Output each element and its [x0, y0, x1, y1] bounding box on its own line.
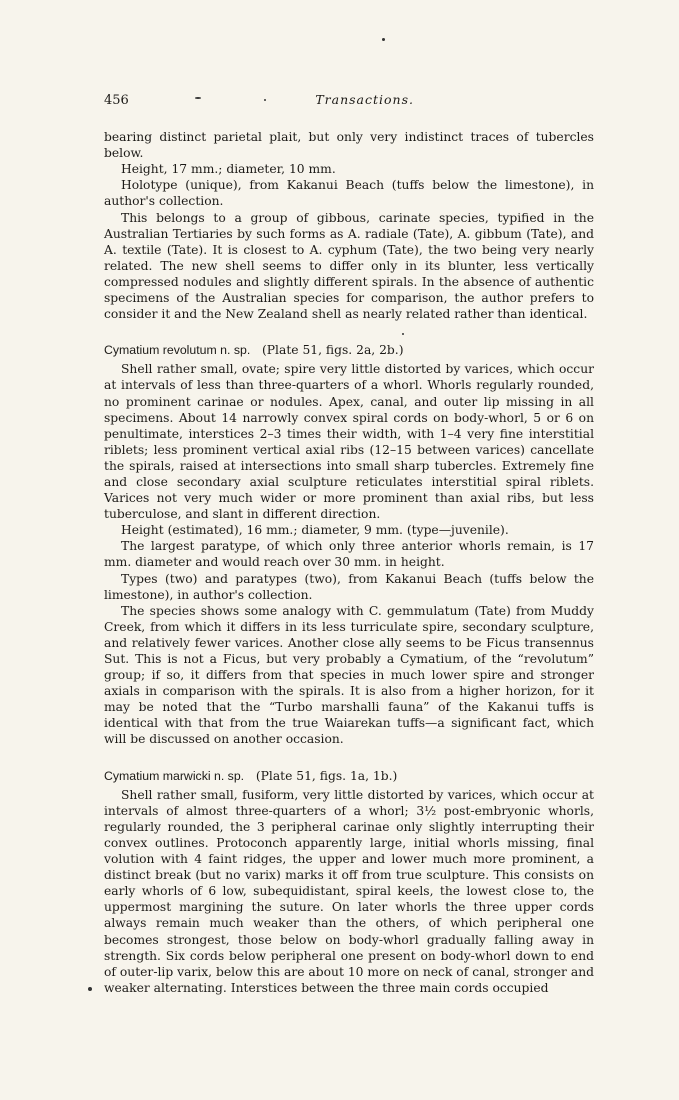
paragraph: Height (estimated), 16 mm.; diameter, 9 mm. (type—juvenile). [121, 523, 509, 538]
plate-reference: (Plate 51, figs. 1a, 1b.) [255, 768, 398, 783]
paragraph: Shell rather small, ovate; spire very little distorted by varices, which occur at intervals of less than three-quarters of a whorl. Whorls regularly rounded, no prominent carinae or nodules. Apex, canal, and outer lip missing in all specimens. About 14 narrowly convex spiral cords on body-whorl, 5 or 6 on penultimate, interstices 2–3 times their width, with 1–4 very fine interstitial riblets; less prominent vertical axial ribs (12–15 between varices) cancellate the spirals, raised at intersections into small sharp tubercles. Extremely fine and close secondary axial sculpture reticulates interstitial spiral riblets. Varices not very much wider or more prominent than axial ribs, but less tuberculose, and slant in different direction. [104, 362, 594, 522]
page [104, 92, 594, 996]
plate-reference: (Plate 51, figs. 2a, 2b.) [261, 343, 404, 358]
paragraph: The largest paratype, of which only three anterior whorls remain, is 17 mm. diameter and would reach over 30 mm. in height. [104, 539, 594, 570]
paragraph: Height, 17 mm.; diameter, 10 mm. [121, 162, 336, 177]
paragraph: Shell rather small, fusiform, very little distorted by varices, which occur at intervals of almost three-quarters of a whorl; 3½ post-embryonic whorls, regularly rounded, the 3 peripheral carinae only slightly interrupting their convex outlines. Protoconch apparently large, initial whorls missing, final volution with 4 faint ridges, the upper and lower much more prominent, a distinct break (but no varix) marks it off from true sculpture. This consists on early whorls of 6 low, subequidistant, spiral keels, the lowest close to, the uppermost margining the suture. On later whorls the three upper cords always remain much weaker than the others, of which peripheral one becomes strongest, those below on body-whorl gradually falling away in strength. Six cords below peripheral one present on body-whorl down to end of outer-lip varix, below this are about 10 more on neck of canal, stronger and weaker alternating. Interstices between the three main cords occupied [104, 787, 594, 995]
paragraph: Types (two) and paratypes (two), from Kakanui Beach (tuffs below the limestone), in author's collection. [104, 571, 594, 602]
species-name: Cymatium revolutum n. sp. [104, 343, 251, 358]
page-header [104, 92, 594, 109]
paragraph: The species shows some analogy with C. gemmulatum (Tate) from Muddy Creek, from which it differs in its less turriculate spire, secondary sculpture, and relatively fewer varices. Another close ally seems to be Ficus transennus Sut. This is not a Ficus, but very probably a Cymatium, of the “revolutum” group; if so, it differs from that species in much lower spire and stronger axials in comparison with the spirals. It is also from a higher horizon, for it may be noted that the “Turbo marshalli fauna” of the Kakanui tuffs is identical with that from the true Waiarekan tuffs—a significant fact, which will be discussed on another occasion. [104, 603, 594, 747]
page-number: 456 [104, 93, 129, 108]
species-heading [104, 342, 594, 358]
paragraph: bearing distinct parietal plait, but only very indistinct traces of tubercles below. [104, 130, 594, 161]
species-heading [104, 768, 594, 784]
running-title: Transactions. [315, 92, 414, 107]
paragraph: This belongs to a group of gibbous, carinate species, typified in the Australian Tertiaries by such forms as A. radiale (Tate), A. gibbum (Tate), and A. textile (Tate). It is closest to A. cyphum (Tate), the two being very nearly related. The new shell seems to differ only in its blunter, less vertically compressed nodules and slightly different spirals. In the absence of authentic specimens of the Australian species for comparison, the author prefers to consider it and the New Zealand shell as nearly related rather than identical. [104, 210, 594, 322]
species-name: Cymatium marwicki n. sp. [104, 768, 245, 783]
paragraph: Holotype (unique), from Kakanui Beach (tuffs below the limestone), in author's collection. [104, 178, 594, 209]
